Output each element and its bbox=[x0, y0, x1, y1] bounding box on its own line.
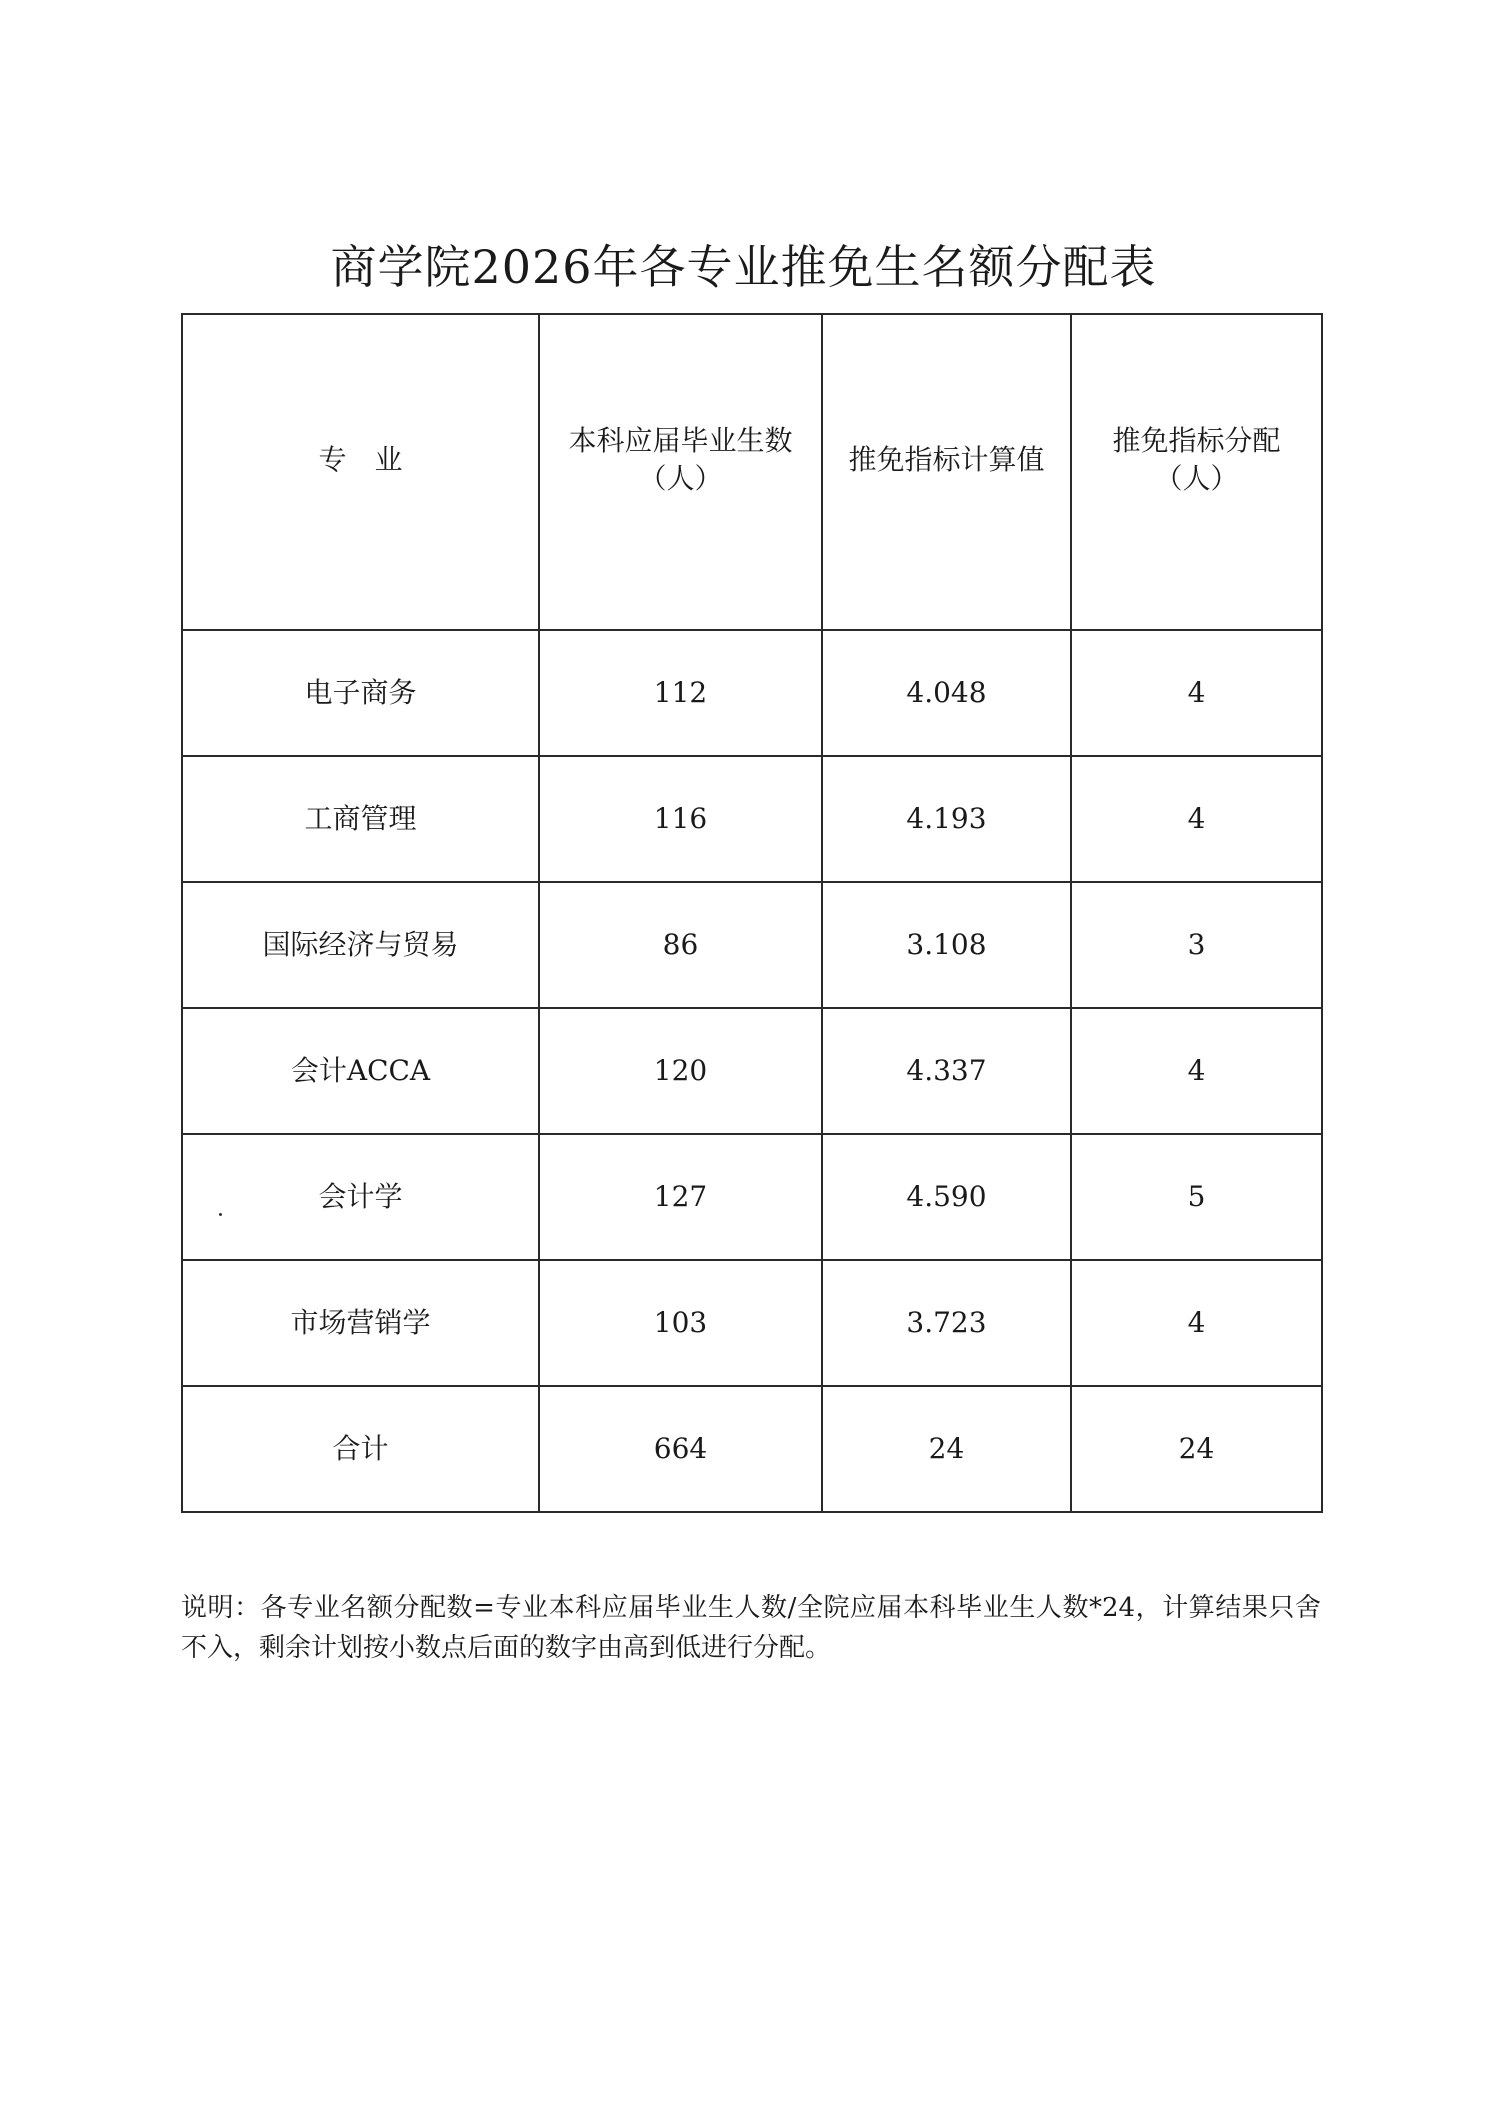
cell-calculated-value: 4.337 bbox=[822, 1008, 1071, 1134]
table-row bbox=[182, 1008, 1322, 1134]
cell-allocation: 5 bbox=[1071, 1134, 1322, 1260]
cell-graduate-count: 112 bbox=[539, 630, 822, 756]
explanation-note: 说明：各专业名额分配数=专业本科应届毕业生人数/全院应届本科毕业生人数*24，计算结果只舍不入，剩余计划按小数点后面的数字由高到低进行分配。 bbox=[181, 1593, 1321, 1663]
cell-calculated-value: 4.590 bbox=[822, 1134, 1071, 1260]
cell-major: 会计ACCA bbox=[182, 1008, 539, 1134]
header-allocation-label: 推免指标分配 bbox=[1112, 424, 1281, 457]
cell-graduate-count: 103 bbox=[539, 1260, 822, 1386]
cell-major: 会计学 bbox=[182, 1134, 539, 1260]
cell-graduate-count: 86 bbox=[539, 882, 822, 1008]
table-row bbox=[182, 882, 1322, 1008]
header-major-label: 专 业 bbox=[318, 443, 403, 476]
cell-allocation: 4 bbox=[1071, 630, 1322, 756]
cell-allocation: 3 bbox=[1071, 882, 1322, 1008]
cell-graduate-count: 120 bbox=[539, 1008, 822, 1134]
table-row bbox=[182, 1134, 1322, 1260]
scan-speck bbox=[219, 1213, 222, 1216]
header-major bbox=[182, 314, 539, 630]
cell-calculated-value: 4.193 bbox=[822, 756, 1071, 882]
header-allocation bbox=[1071, 314, 1322, 630]
table-header-row bbox=[182, 314, 1322, 630]
quota-allocation-table bbox=[181, 313, 1323, 1513]
cell-total-graduate-count: 664 bbox=[539, 1386, 822, 1512]
cell-major: 国际经济与贸易 bbox=[182, 882, 539, 1008]
table-total-row bbox=[182, 1386, 1322, 1512]
table-row bbox=[182, 756, 1322, 882]
cell-allocation: 4 bbox=[1071, 756, 1322, 882]
document-title: 商学院2026年各专业推免生名额分配表 bbox=[330, 240, 1157, 294]
cell-major: 工商管理 bbox=[182, 756, 539, 882]
cell-major: 市场营销学 bbox=[182, 1260, 539, 1386]
table-row bbox=[182, 1260, 1322, 1386]
cell-allocation: 4 bbox=[1071, 1008, 1322, 1134]
header-graduate-count-unit: （人） bbox=[638, 462, 723, 495]
header-graduate-count bbox=[539, 314, 822, 630]
table-row bbox=[182, 630, 1322, 756]
cell-total-calculated-value: 24 bbox=[822, 1386, 1071, 1512]
cell-allocation: 4 bbox=[1071, 1260, 1322, 1386]
header-calculated-value-label: 推免指标计算值 bbox=[848, 443, 1045, 476]
cell-calculated-value: 4.048 bbox=[822, 630, 1071, 756]
cell-calculated-value: 3.108 bbox=[822, 882, 1071, 1008]
cell-calculated-value: 3.723 bbox=[822, 1260, 1071, 1386]
cell-total-label: 合计 bbox=[182, 1386, 539, 1512]
cell-graduate-count: 116 bbox=[539, 756, 822, 882]
header-graduate-count-label: 本科应届毕业生数 bbox=[568, 424, 793, 457]
header-calculated-value bbox=[822, 314, 1071, 630]
cell-major: 电子商务 bbox=[182, 630, 539, 756]
cell-graduate-count: 127 bbox=[539, 1134, 822, 1260]
header-allocation-unit: （人） bbox=[1154, 462, 1239, 495]
cell-total-allocation: 24 bbox=[1071, 1386, 1322, 1512]
